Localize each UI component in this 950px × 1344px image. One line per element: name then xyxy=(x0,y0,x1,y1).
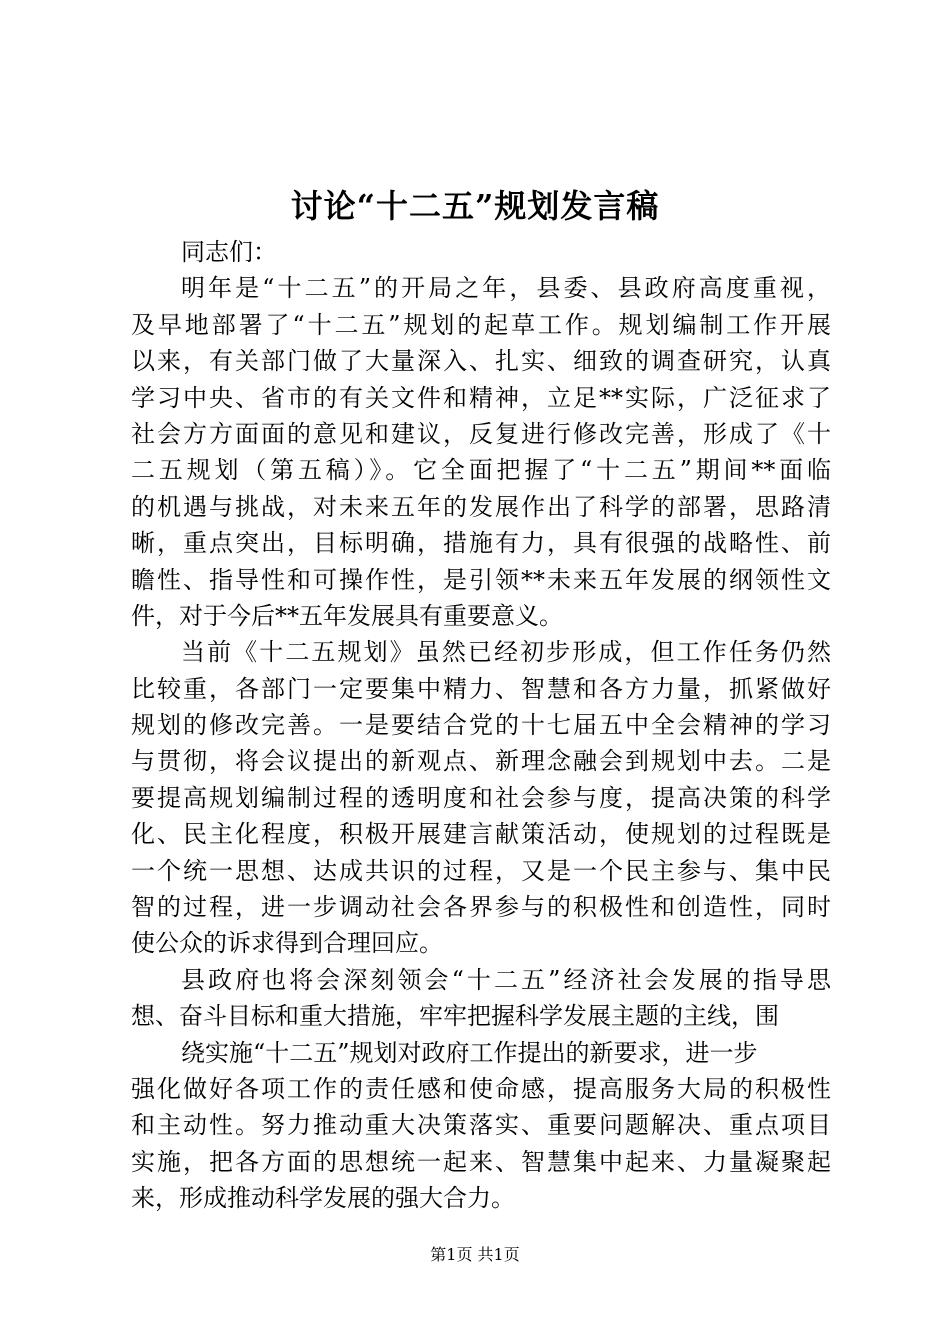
paragraph-3-line: 县政府也将会深刻领会“十二五”经济社会发展的指导思 xyxy=(181,965,831,994)
paragraph-1-line: 学习中央、省市的有关文件和精神，立足**实际，广泛征求了 xyxy=(131,383,831,412)
page-footer: 第1页 共1页 xyxy=(430,1245,520,1264)
document-title: 讨论“十二五”规划发言稿 xyxy=(290,187,660,225)
paragraph-4-line: 绕实施“十二五”规划对政府工作提出的新要求，进一步 xyxy=(181,1038,758,1067)
paragraph-4-line: 来，形成推动科学发展的强大合力。 xyxy=(131,1184,515,1213)
paragraph-1-line: 晰，重点突出，目标明确，措施有力，具有很强的战略性、前 xyxy=(131,529,831,558)
paragraph-2-line: 与贯彻，将会议提出的新观点、新理念融会到规划中去。二是 xyxy=(131,747,831,776)
paragraph-2-line: 比较重，各部门一定要集中精力、智慧和各方力量，抓紧做好 xyxy=(131,674,831,703)
paragraph-2-line: 当前《十二五规划》虽然已经初步形成，但工作任务仍然 xyxy=(181,638,831,667)
paragraph-2-line: 化、民主化程度，积极开展建言献策活动，使规划的过程既是 xyxy=(131,820,831,849)
paragraph-1-line: 瞻性、指导性和可操作性，是引领**未来五年发展的纲领性文 xyxy=(131,565,831,594)
salutation: 同志们： xyxy=(181,238,277,266)
paragraph-1-line: 社会方方面面的意见和建议，反复进行修改完善，形成了《十 xyxy=(131,419,831,448)
paragraph-1-line: 二五规划（第五稿）》。它全面把握了“十二五”期间**面临 xyxy=(131,456,831,485)
paragraph-2-line: 使公众的诉求得到合理回应。 xyxy=(131,929,443,958)
paragraph-1-line: 明年是“十二五”的开局之年，县委、县政府高度重视， xyxy=(181,274,831,303)
paragraph-3-line: 想、奋斗目标和重大措施，牢牢把握科学发展主题的主线，围 xyxy=(131,1002,779,1031)
paragraph-2-line: 智的过程，进一步调动社会各界参与的积极性和创造性，同时 xyxy=(131,893,831,922)
paragraph-4-line: 实施，把各方面的思想统一起来、智慧集中起来、力量凝聚起 xyxy=(131,1147,831,1176)
paragraph-1-line: 以来，有关部门做了大量深入、扎实、细致的调查研究，认真 xyxy=(131,347,831,376)
paragraph-2-line: 一个统一思想、达成共识的过程，又是一个民主参与、集中民 xyxy=(131,856,831,885)
paragraph-2-line: 要提高规划编制过程的透明度和社会参与度，提高决策的科学 xyxy=(131,783,831,812)
paragraph-1-line: 的机遇与挑战，对未来五年的发展作出了科学的部署，思路清 xyxy=(131,492,831,521)
paragraph-1-line: 及早地部署了“十二五”规划的起草工作。规划编制工作开展 xyxy=(131,310,831,339)
paragraph-4-line: 和主动性。努力推动重大决策落实、重要问题解决、重点项目 xyxy=(131,1111,831,1140)
document-body xyxy=(131,234,831,1217)
paragraph-2-line: 规划的修改完善。一是要结合党的十七届五中全会精神的学习 xyxy=(131,711,831,740)
paragraph-4-line: 强化做好各项工作的责任感和使命感，提高服务大局的积极性 xyxy=(131,1074,831,1103)
paragraph-1-line: 件，对于今后**五年发展具有重要意义。 xyxy=(131,601,563,630)
